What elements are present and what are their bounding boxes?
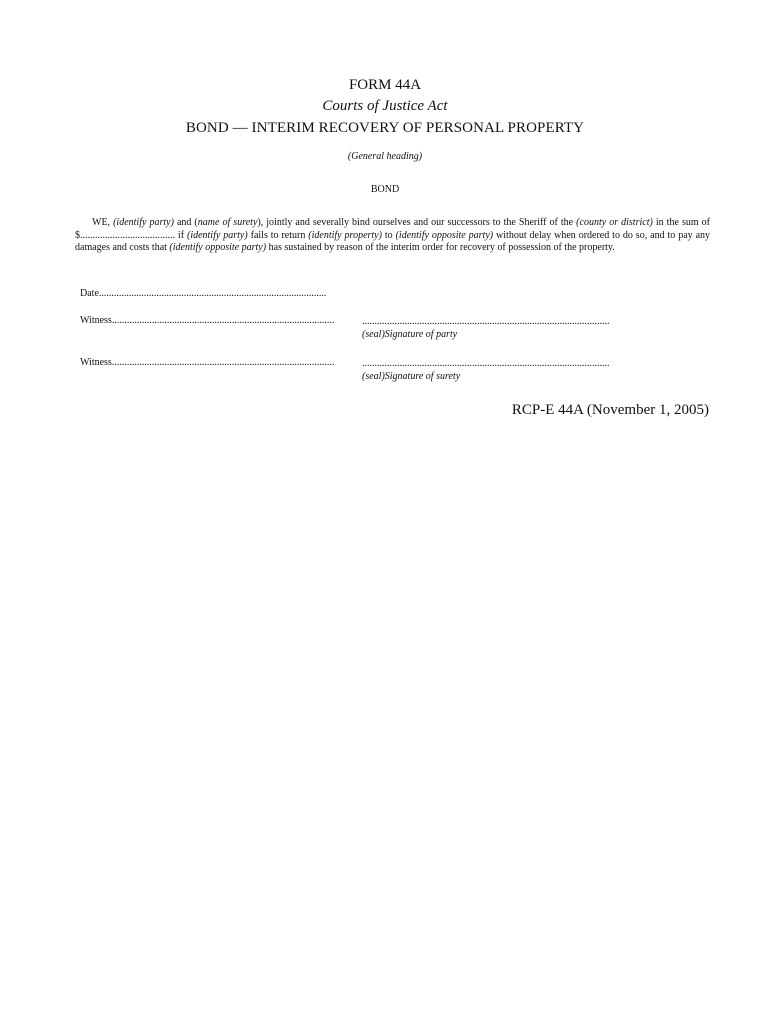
form-title: BOND — INTERIM RECOVERY OF PERSONAL PROPERTY xyxy=(185,120,585,136)
body-text-segment: in the sum of $...................................... if xyxy=(75,217,710,241)
placeholder-identify-party: (identify party) xyxy=(186,229,248,241)
general-heading: (General heading) xyxy=(347,151,423,162)
witness-line-surety: Witness......................................................................................... xyxy=(80,357,335,368)
form-number: FORM 44A xyxy=(348,77,422,93)
body-text-segment: ), jointly and severally bind ourselves and our successors to the Sheriff of the xyxy=(257,217,577,228)
body-text-segment: has sustained by reason of the interim order for recovery of possession of the property. xyxy=(266,242,615,253)
date-line: Date........................................................................................... xyxy=(80,288,327,299)
witness-line-party: Witness......................................................................................... xyxy=(80,315,335,326)
act-name: Courts of Justice Act xyxy=(322,98,448,114)
placeholder-identify-opposite-party: (identify opposite party) xyxy=(395,229,494,241)
placeholder-county-or-district: (county or district) xyxy=(576,217,653,228)
placeholder-identify-property: (identify property) xyxy=(308,229,382,241)
bond-paragraph xyxy=(75,217,710,255)
form-code-footer: RCP-E 44A (November 1, 2005) xyxy=(511,402,709,418)
surety-signature-caption: (seal)Signature of surety xyxy=(362,371,461,382)
body-text-segment: WE, xyxy=(92,217,114,228)
placeholder-identify-opposite-party: (identify opposite party) xyxy=(169,242,267,253)
placeholder-name-of-surety: name of surety xyxy=(197,217,258,228)
placeholder-identify-party: (identify party) xyxy=(113,217,174,228)
party-signature-caption: (seal)Signature of party xyxy=(362,329,458,340)
bond-label: BOND xyxy=(370,184,400,195)
surety-signature-line: ................................................................................................... xyxy=(362,358,610,369)
body-text-segment: fails to return xyxy=(247,229,309,241)
body-text-segment: without delay when ordered to do so, and to pay any damages and costs that xyxy=(75,229,711,253)
body-text-segment: to xyxy=(381,229,396,241)
party-signature-line: ................................................................................................... xyxy=(362,316,610,327)
body-text-segment: and ( xyxy=(173,217,198,228)
